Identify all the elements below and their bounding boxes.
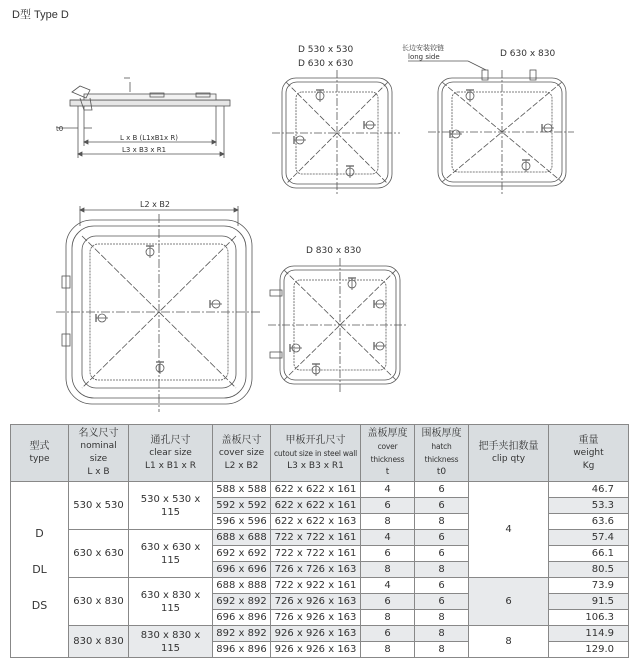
label-d530: D 530 x 530 xyxy=(298,45,354,55)
table-row: 696 x 696 726 x 726 x 163 8 8 80.5 xyxy=(11,562,629,578)
table-row: 592 x 592 622 x 622 x 161 6 6 53.3 xyxy=(11,498,629,514)
table-row: 696 x 896 726 x 926 x 163 8 8 106.3 xyxy=(11,610,629,626)
label-d630: D 630 x 630 xyxy=(298,59,354,69)
page-title: D型 Type D xyxy=(12,9,69,21)
header-clear: 通孔尺寸 clear size L1 x B1 x R xyxy=(129,425,213,482)
dim-large: L2 x B2 xyxy=(140,200,170,209)
header-type: 型式 type xyxy=(11,425,69,482)
header-cover: 盖板尺寸 cover size L2 x B2 xyxy=(213,425,271,482)
table-row: 596 x 596 622 x 622 x 163 8 8 63.6 xyxy=(11,514,629,530)
header-weight: 重量 weight Kg xyxy=(549,425,629,482)
table-row: 630 x 830 630 x 830 x 115 688 x 888 722 x 922 x 161 4 6 6 73.9 xyxy=(11,578,629,594)
dim-t0: t0 xyxy=(56,125,64,133)
table-row: 692 x 692 722 x 722 x 161 6 6 66.1 xyxy=(11,546,629,562)
header-cover-thickness: 盖板厚度 cover thickness t xyxy=(361,425,415,482)
table-row: 896 x 896 926 x 926 x 163 8 8 129.0 xyxy=(11,642,629,658)
clip-qty-cell: 6 xyxy=(469,578,549,626)
dim-outer: L3 x B3 x R1 xyxy=(122,146,167,154)
header-cutout: 甲板开孔尺寸 cutout size in steel wall L3 x B3 x R1 xyxy=(271,425,361,482)
plan-large xyxy=(56,206,262,412)
dim-inner: L x B (L1xB1x R) xyxy=(120,134,178,142)
clip-qty-cell: 8 xyxy=(469,626,549,658)
plan-rect-630x830 xyxy=(408,61,574,196)
label-d630x830: D 630 x 830 xyxy=(500,49,556,59)
header-row xyxy=(11,425,629,482)
header-nominal: 名义尺寸 nominal size L x B xyxy=(69,425,129,482)
table-row: D DL DS 530 x 530 530 x 530 x 115 588 x 588 622 x 622 x 161 4 6 4 46.7 xyxy=(11,482,629,498)
table-row: 830 x 830 830 x 830 x 115 892 x 892 926 x 926 x 163 6 8 8 114.9 xyxy=(11,626,629,642)
hinge-note-en: long side xyxy=(408,53,440,61)
clip-qty-cell: 4 xyxy=(469,482,549,578)
plan-square-small xyxy=(272,70,400,196)
hinge-note-cn: 长边安装铰链 xyxy=(402,44,444,52)
plan-square-830 xyxy=(268,258,406,392)
header-hatch-thickness: 围板厚度 hatch thickness t0 xyxy=(415,425,469,482)
spec-table xyxy=(10,424,629,658)
table-row: 630 x 630 630 x 630 x 115 688 x 688 722 x 722 x 161 4 6 57.4 xyxy=(11,530,629,546)
table-row: 692 x 892 726 x 926 x 163 6 6 91.5 xyxy=(11,594,629,610)
label-d830: D 830 x 830 xyxy=(306,246,362,256)
type-cell: D DL DS xyxy=(11,482,69,658)
header-clip-qty: 把手夹扣数量 clip qty xyxy=(469,425,549,482)
